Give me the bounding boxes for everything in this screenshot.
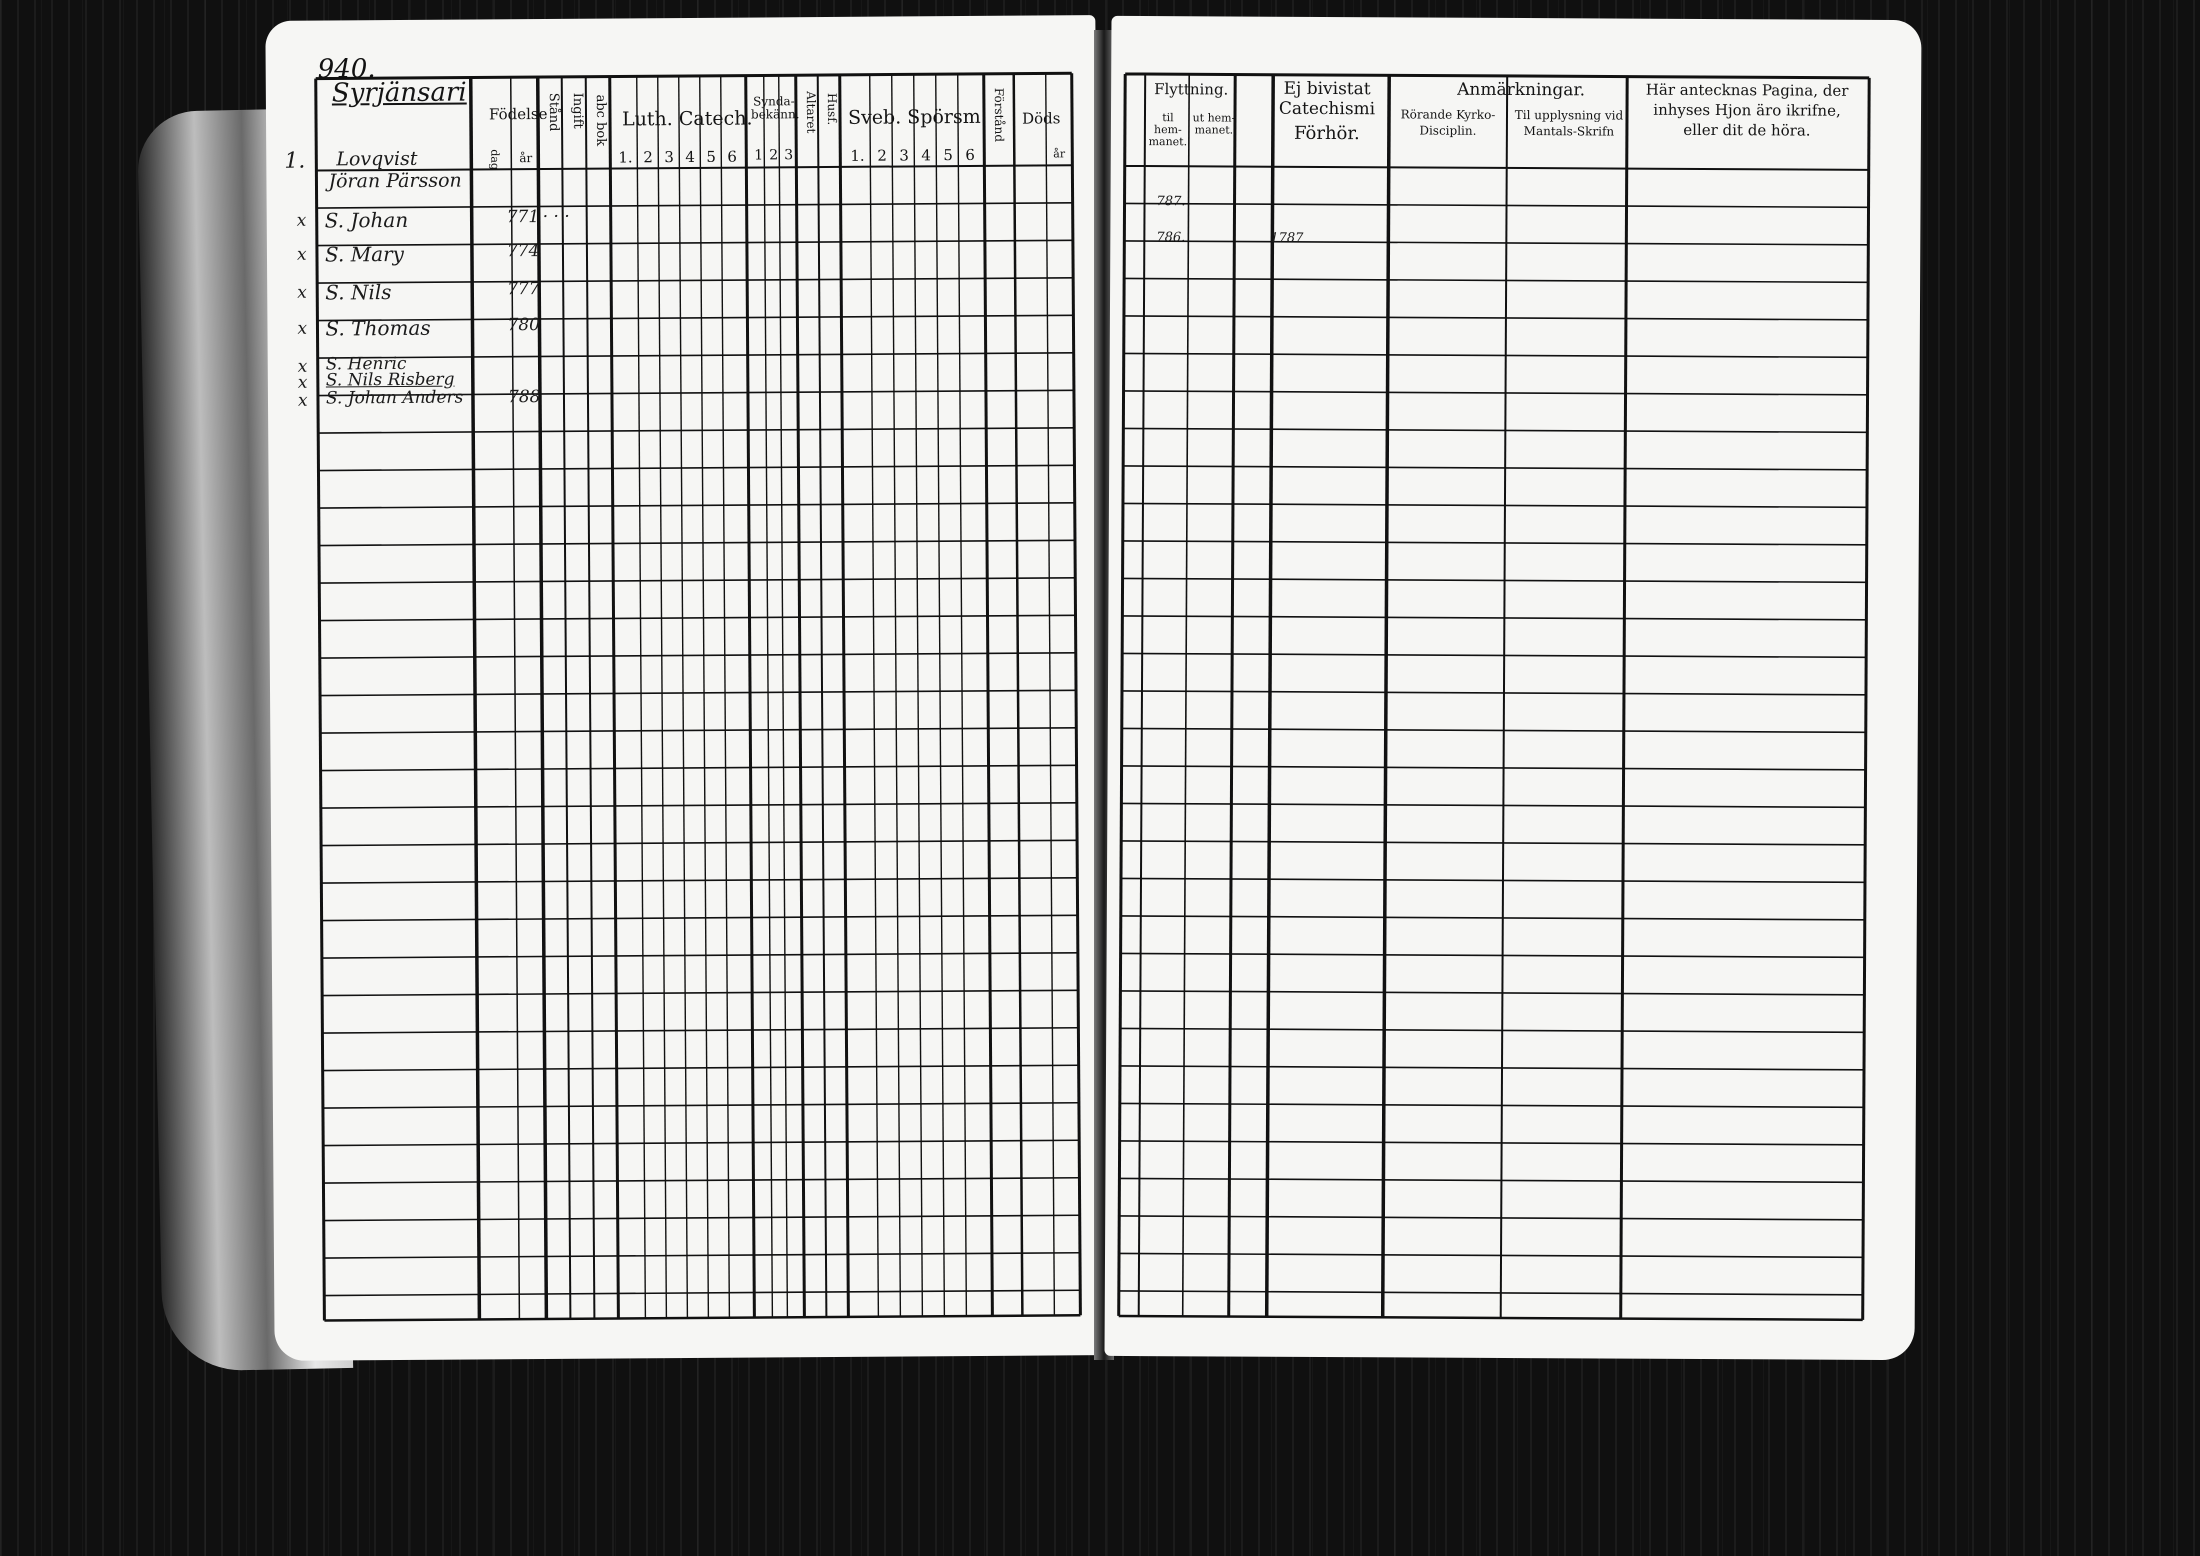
entry-year: 788 <box>507 387 541 408</box>
header-ej-bivistat: Ej bivistat <box>1283 78 1371 100</box>
entry-name: S. Mary <box>324 241 405 267</box>
entry-year: 780 <box>507 315 540 336</box>
header-disciplin: Disciplin. <box>1419 123 1477 138</box>
entry-mark: x <box>296 244 307 265</box>
luth-num-5: 5 <box>706 147 716 166</box>
ledger-rule <box>1119 1316 1863 1320</box>
header-fodelse-dag: dag <box>488 149 502 171</box>
ledger-rule <box>958 74 967 1316</box>
ledger-rule <box>316 79 325 1321</box>
synda-num-1: 1 <box>754 147 764 164</box>
ledger-rule <box>1121 841 1865 845</box>
ledger-rule <box>818 75 827 1317</box>
ledger-rule <box>700 76 709 1318</box>
ledger-rule <box>1122 653 1866 657</box>
ledger-rule <box>1124 241 1868 245</box>
sveb-num-1: 1. <box>850 146 865 165</box>
header-sveb-sporsm: Sveb. Spörsm. <box>847 105 987 129</box>
page-number: 940. <box>317 54 376 85</box>
ledger-rule <box>764 75 773 1317</box>
header-catechismi: Catechismi <box>1278 98 1376 120</box>
header-altaret: Altaret <box>803 91 819 134</box>
ledger-rule <box>1122 691 1866 695</box>
header-fodelse: Födelse <box>488 104 548 124</box>
entry-mark: x <box>297 356 308 377</box>
ledger-rule <box>1046 73 1055 1315</box>
ledger-rule <box>1120 1103 1864 1107</box>
entry-move-year: 786. <box>1156 230 1186 246</box>
ledger-rule <box>1072 73 1081 1315</box>
luth-num-4: 4 <box>685 147 695 166</box>
entry-year: 777 <box>507 279 540 300</box>
ledger-rule <box>1267 75 1274 1317</box>
ledger-rule <box>1014 74 1023 1316</box>
entry-mark: x <box>297 318 308 339</box>
ledger-rule <box>1124 278 1868 282</box>
ledger-rule <box>562 77 571 1319</box>
ledger-rule <box>1120 1028 1864 1032</box>
header-forstand: Förstånd <box>991 87 1007 143</box>
ledger-rule <box>1123 541 1867 545</box>
ledger-rule <box>511 77 520 1319</box>
entry-mark: x <box>297 282 307 303</box>
ledger-rule <box>1139 74 1146 1316</box>
header-abc-bok: abc bok <box>592 94 609 147</box>
luth-num-1: 1. <box>618 148 633 167</box>
ledger-rule <box>1125 74 1869 78</box>
entry-name: Jöran Pärsson <box>328 169 462 193</box>
header-ingift: Ingift <box>569 92 586 129</box>
entry-dots: · · · <box>542 206 570 227</box>
header-fodelse-ar: år <box>519 151 533 166</box>
ledger-rule <box>1121 803 1865 807</box>
synda-num-3: 3 <box>784 147 794 164</box>
header-eller-dit: eller dit de höra. <box>1683 120 1811 140</box>
household-title: Syrjänsari <box>331 77 467 109</box>
header-til-upplysning: Til upplysning vid <box>1514 108 1624 123</box>
ledger-rule <box>779 75 788 1317</box>
ledger-rule <box>1122 766 1866 770</box>
ledger-rule <box>840 75 849 1317</box>
header-stand: Stånd <box>545 92 562 132</box>
ledger-rule <box>1863 78 1870 1320</box>
header-luth-catech: Luth. Catech. <box>621 107 753 131</box>
ledger-rule <box>796 75 805 1317</box>
ledger-rule <box>1121 953 1865 957</box>
right-page-grid <box>1104 16 1921 1360</box>
entry-move-year: 787. <box>1156 194 1186 210</box>
ledger-rule <box>1123 503 1867 507</box>
ledger-rule <box>1383 75 1390 1317</box>
ledger-rule <box>1119 1216 1863 1220</box>
ledger-rule <box>1120 991 1864 995</box>
ledger-rule <box>746 76 755 1318</box>
entry-mark: 1. <box>284 148 306 174</box>
ledger-rule <box>1119 1178 1863 1182</box>
ledger-rule <box>1123 466 1867 470</box>
header-ut-hemmanet: ut hem-manet. <box>1192 111 1236 137</box>
header-syndabekanna: Synda-bekänn. <box>750 94 800 122</box>
sveb-num-3: 3 <box>899 146 909 165</box>
ledger-rule <box>914 74 923 1316</box>
ledger-rule <box>1119 1253 1863 1257</box>
ledger-rule <box>1121 878 1865 882</box>
header-inhyses: inhyses Hjon äro ikrifne, <box>1653 100 1841 120</box>
ledger-rule <box>1122 616 1866 620</box>
ledger-rule <box>1120 1066 1864 1070</box>
ledger-rule <box>1123 578 1867 582</box>
ledger-rule <box>1124 316 1868 320</box>
entry-name: S. Nils Risberg <box>325 369 455 391</box>
ledger-rule <box>936 74 945 1316</box>
ledger-rule <box>637 76 646 1318</box>
header-dods: Döds <box>1021 109 1061 128</box>
ledger-rule <box>1123 428 1867 432</box>
header-rorande: Rörande Kyrko- <box>1400 107 1496 122</box>
entry-name: S. Johan Anders <box>325 387 464 409</box>
entry-year: 771 <box>506 207 540 228</box>
left-ledger-page <box>265 15 1104 1361</box>
ledger-rule <box>1125 166 1869 170</box>
header-dods-ar: år <box>1053 147 1066 161</box>
ledger-rule <box>892 75 901 1317</box>
sveb-num-4: 4 <box>921 146 931 165</box>
entry-absence-year: 1787 <box>1270 230 1304 246</box>
entry-mark: x <box>297 372 308 393</box>
luth-num-2: 2 <box>643 148 653 167</box>
header-flyttning: Flyttning. <box>1154 80 1229 99</box>
ledger-rule <box>984 74 993 1316</box>
entry-name: S. Thomas <box>325 315 431 341</box>
ledger-rule <box>1122 728 1866 732</box>
sveb-num-6: 6 <box>965 145 975 165</box>
right-ledger-page <box>1104 16 1921 1360</box>
entry-name: S. Johan <box>324 207 409 233</box>
ledger-rule <box>586 77 595 1319</box>
entry-mark: x <box>297 390 308 411</box>
ledger-rule <box>721 76 730 1318</box>
header-har-antecknas: Här antecknas Pagina, der <box>1645 80 1849 100</box>
synda-num-2: 2 <box>769 147 779 164</box>
header-anmarkningar: Anmärkningar. <box>1457 79 1586 101</box>
header-forhor: Förhör. <box>1293 122 1360 145</box>
luth-num-6: 6 <box>727 147 737 166</box>
entry-mark: x <box>296 210 307 231</box>
ledger-rule <box>1124 353 1868 357</box>
ledger-rule <box>870 75 879 1317</box>
ledger-rule <box>1120 1141 1864 1145</box>
ledger-rule <box>1119 1291 1863 1295</box>
entry-name: Lovqvist <box>336 147 418 171</box>
ledger-rule <box>679 76 688 1318</box>
ledger-rule <box>1125 203 1869 207</box>
entry-name: S. Henric <box>325 353 407 375</box>
entry-name: S. Nils <box>325 280 392 305</box>
entry-year: 774 <box>506 241 540 262</box>
ledger-rule <box>1621 77 1628 1319</box>
ledger-rule <box>658 76 667 1318</box>
ledger-rule <box>1119 74 1126 1316</box>
sveb-num-5: 5 <box>943 146 953 165</box>
sveb-num-2: 2 <box>877 146 887 165</box>
ledger-rule <box>471 77 480 1319</box>
ledger-rule <box>1229 75 1236 1317</box>
header-husforhor: Husf. <box>824 92 840 126</box>
luth-num-3: 3 <box>664 148 674 167</box>
ledger-rule <box>1124 391 1868 395</box>
ledger-rule <box>1183 74 1190 1316</box>
ledger-rule <box>610 77 619 1319</box>
header-mantals-skrifn: Mantals-Skrifn <box>1523 124 1615 139</box>
ledger-rule <box>1121 916 1865 920</box>
ledger-rule <box>1501 76 1508 1318</box>
ledger-rule <box>538 77 547 1319</box>
header-til-hemmanet: til hem-manet. <box>1148 111 1188 149</box>
